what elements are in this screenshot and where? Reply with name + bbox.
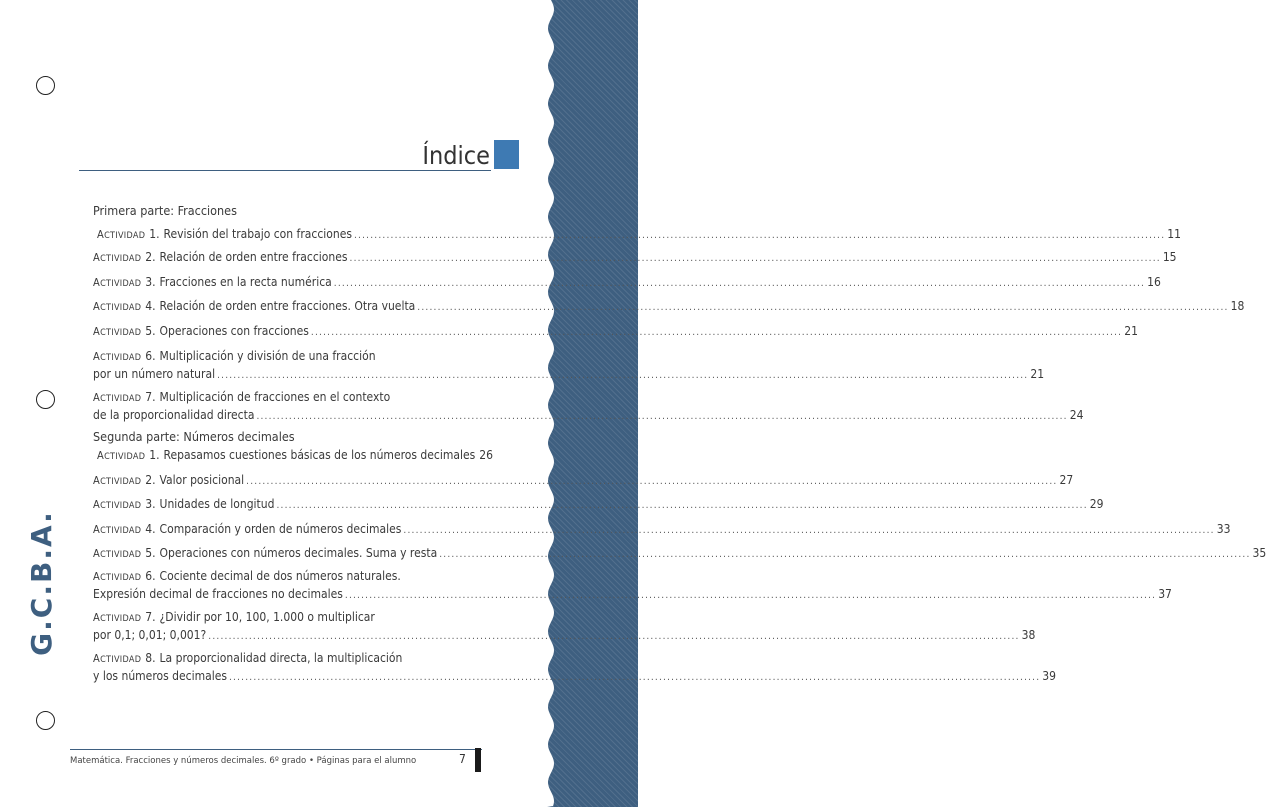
activity-title: y los números decimales bbox=[93, 669, 227, 683]
activity-title: Fracciones en la recta numérica bbox=[159, 275, 332, 289]
activity-label-rest: CTIVIDAD bbox=[100, 655, 142, 665]
activity-title: Operaciones con números decimales. Suma y resta bbox=[159, 546, 438, 560]
leader-dots: ........................................................................................................................................................................................................ bbox=[246, 476, 1058, 487]
toc-entry bbox=[93, 471, 1074, 489]
page-title: Índice bbox=[422, 141, 490, 170]
activity-number: 4. bbox=[145, 299, 156, 313]
page-number: 38 bbox=[1021, 628, 1036, 642]
activity-label bbox=[93, 323, 141, 342]
activity-label-initial: A bbox=[93, 652, 101, 665]
activity-label-rest: CTIVIDAD bbox=[104, 452, 146, 462]
activity-title: por un número natural bbox=[93, 367, 216, 381]
leader-dots: ........................................................................................................................................................................................................ bbox=[439, 549, 1251, 560]
toc-entry bbox=[97, 446, 493, 464]
leader-dots: ........................................................................................................................................................................................................ bbox=[333, 278, 1146, 289]
page-number: 11 bbox=[1167, 227, 1182, 241]
activity-title: Unidades de longitud bbox=[159, 497, 275, 511]
page-number: 15 bbox=[1162, 250, 1177, 264]
toc-line bbox=[93, 273, 1161, 291]
activity-title: Multiplicación de fracciones en el contexto bbox=[159, 390, 391, 404]
activity-title: Cociente decimal de dos números naturales. bbox=[159, 569, 401, 583]
page-number: 27 bbox=[1059, 473, 1074, 487]
leader-dots: ........................................................................................................................................................................................................ bbox=[229, 672, 1041, 683]
toc-entry bbox=[97, 225, 1182, 243]
toc-line bbox=[93, 322, 1138, 340]
activity-label bbox=[93, 521, 141, 540]
activity-label-initial: A bbox=[93, 547, 101, 560]
page-number: 37 bbox=[1158, 587, 1172, 601]
toc-entry bbox=[93, 347, 1045, 383]
toc-line bbox=[93, 406, 1084, 424]
part-heading: Primera parte: Fracciones bbox=[93, 203, 237, 218]
activity-number: 6. bbox=[145, 569, 156, 583]
footer-text: Matemática. Fracciones y números decimales. 6º grado • Páginas para el alumno bbox=[70, 756, 417, 766]
leader-dots: ........................................................................................................................................................................................................ bbox=[417, 302, 1229, 313]
toc-line bbox=[97, 446, 493, 464]
page-number: 24 bbox=[1069, 408, 1084, 422]
activity-title: Relación de orden entre fracciones. Otra vuelta bbox=[159, 299, 416, 313]
activity-title: por 0,1; 0,01; 0,001? bbox=[93, 628, 207, 642]
activity-title: Multiplicación y división de una fracción bbox=[159, 349, 376, 363]
activity-label-rest: CTIVIDAD bbox=[100, 394, 142, 404]
activity-label bbox=[93, 545, 141, 564]
binder-hole bbox=[36, 390, 55, 409]
toc-entry bbox=[93, 608, 1036, 644]
activity-label-rest: CTIVIDAD bbox=[100, 614, 142, 624]
activity-label-rest: CTIVIDAD bbox=[100, 279, 142, 289]
activity-title: Relación de orden entre fracciones bbox=[159, 250, 348, 264]
activity-label-initial: A bbox=[93, 276, 101, 289]
toc-entry bbox=[93, 544, 1266, 562]
binder-hole bbox=[36, 76, 55, 95]
activity-number: 1. bbox=[149, 448, 160, 462]
activity-label-rest: CTIVIDAD bbox=[100, 477, 142, 487]
activity-label-rest: CTIVIDAD bbox=[100, 550, 142, 560]
activity-number: 3. bbox=[145, 275, 156, 289]
activity-number: 1. bbox=[149, 227, 160, 241]
activity-title: Valor posicional bbox=[159, 473, 245, 487]
toc-line bbox=[93, 388, 481, 406]
toc-line bbox=[93, 297, 1245, 315]
toc-entry bbox=[93, 388, 1084, 424]
activity-number: 5. bbox=[145, 546, 156, 560]
page-number: 29 bbox=[1089, 497, 1104, 511]
activity-label-rest: CTIVIDAD bbox=[100, 303, 142, 313]
activity-label-rest: CTIVIDAD bbox=[100, 254, 142, 264]
toc-line bbox=[97, 225, 1182, 243]
activity-label-initial: A bbox=[93, 300, 101, 313]
toc-line bbox=[93, 347, 481, 365]
leader-dots: ........................................................................................................................................................................................................ bbox=[256, 411, 1068, 422]
activity-number: 2. bbox=[145, 250, 156, 264]
activity-title: ¿Dividir por 10, 100, 1.000 o multiplicar bbox=[159, 610, 375, 624]
activity-label-rest: CTIVIDAD bbox=[100, 353, 142, 363]
page-number: 35 bbox=[1252, 546, 1266, 560]
activity-label bbox=[93, 298, 141, 317]
activity-title: Revisión del trabajo con fracciones bbox=[163, 227, 352, 241]
activity-label-initial: A bbox=[93, 251, 101, 264]
toc-entry bbox=[93, 297, 1245, 315]
activity-label bbox=[93, 249, 141, 268]
title-accent-square bbox=[494, 140, 519, 169]
footer-page-number: 7 bbox=[459, 752, 466, 766]
gcba-vertical-label: G.C.B.A. bbox=[25, 510, 58, 656]
activity-label-initial: A bbox=[93, 611, 101, 624]
activity-label-initial: A bbox=[93, 570, 101, 583]
activity-label-rest: CTIVIDAD bbox=[100, 573, 142, 583]
toc-entry bbox=[93, 322, 1138, 340]
activity-label-initial: A bbox=[93, 391, 101, 404]
activity-number: 2. bbox=[145, 473, 156, 487]
toc-line bbox=[93, 520, 1231, 538]
activity-label-initial: A bbox=[97, 228, 105, 241]
activity-number: 7. bbox=[145, 390, 156, 404]
page-number: 26 bbox=[479, 448, 493, 462]
toc-line bbox=[93, 365, 1045, 383]
activity-title: de la proporcionalidad directa bbox=[93, 408, 255, 422]
footer-rule bbox=[70, 749, 482, 750]
toc-line bbox=[93, 667, 1057, 685]
activity-label-initial: A bbox=[93, 474, 101, 487]
toc-line bbox=[93, 585, 1172, 603]
activity-label bbox=[97, 226, 145, 245]
toc-line bbox=[93, 544, 1266, 562]
toc-line bbox=[93, 567, 481, 585]
toc-entry bbox=[93, 567, 1172, 603]
activity-label-rest: CTIVIDAD bbox=[100, 526, 142, 536]
activity-number: 4. bbox=[145, 522, 156, 536]
part-heading: Segunda parte: Números decimales bbox=[93, 429, 295, 444]
toc-line bbox=[93, 626, 1036, 644]
leader-dots: ........................................................................................................................................................................................................ bbox=[217, 370, 1029, 381]
activity-title: Comparación y orden de números decimales bbox=[159, 522, 402, 536]
activity-label-initial: A bbox=[97, 449, 105, 462]
page-number: 21 bbox=[1030, 367, 1045, 381]
title-underline bbox=[79, 170, 491, 171]
activity-title: La proporcionalidad directa, la multiplicación bbox=[159, 651, 403, 665]
toc-line bbox=[93, 649, 481, 667]
activity-number: 8. bbox=[145, 651, 156, 665]
leader-dots: ........................................................................................................................................................................................................ bbox=[208, 631, 1020, 642]
activity-label bbox=[93, 274, 141, 293]
toc-entry bbox=[93, 248, 1177, 266]
toc-entry bbox=[93, 273, 1161, 291]
leader-dots: ........................................................................................................................................................................................................ bbox=[403, 525, 1215, 536]
toc-entry bbox=[93, 495, 1104, 513]
leader-dots: ........................................................................................................................................................................................................ bbox=[344, 590, 1157, 601]
activity-title: Operaciones con fracciones bbox=[159, 324, 309, 338]
page-number: 33 bbox=[1216, 522, 1231, 536]
activity-label-initial: A bbox=[93, 498, 101, 511]
page-number: 39 bbox=[1042, 669, 1057, 683]
activity-title: Expresión decimal de fracciones no decimales bbox=[93, 587, 343, 601]
toc-line bbox=[93, 495, 1104, 513]
page-number: 18 bbox=[1230, 299, 1245, 313]
leader-dots: ........................................................................................................................................................................................................ bbox=[354, 230, 1166, 241]
leader-dots: ........................................................................................................................................................................................................ bbox=[349, 253, 1161, 264]
activity-label bbox=[93, 472, 141, 491]
page-number: 21 bbox=[1124, 324, 1138, 338]
toc-line bbox=[93, 248, 1177, 266]
activity-label-initial: A bbox=[93, 523, 101, 536]
activity-label-rest: CTIVIDAD bbox=[100, 501, 142, 511]
leader-dots: ........................................................................................................................................................................................................ bbox=[310, 327, 1123, 338]
activity-label-initial: A bbox=[93, 350, 101, 363]
toc-line bbox=[93, 471, 1074, 489]
activity-number: 3. bbox=[145, 497, 156, 511]
activity-title: Repasamos cuestiones básicas de los números decimales bbox=[163, 448, 476, 462]
toc-line bbox=[93, 608, 481, 626]
activity-label-initial: A bbox=[93, 325, 101, 338]
binder-hole bbox=[36, 711, 55, 730]
activity-number: 7. bbox=[145, 610, 156, 624]
toc-entry bbox=[93, 520, 1231, 538]
toc-entry bbox=[93, 649, 1057, 685]
activity-label-rest: CTIVIDAD bbox=[104, 231, 146, 241]
footer-bar bbox=[475, 748, 481, 772]
activity-label bbox=[97, 447, 145, 466]
activity-number: 5. bbox=[145, 324, 156, 338]
activity-label bbox=[93, 496, 141, 515]
activity-number: 6. bbox=[145, 349, 156, 363]
leader-dots: ........................................................................................................................................................................................................ bbox=[276, 500, 1088, 511]
activity-label-rest: CTIVIDAD bbox=[100, 328, 142, 338]
page-number: 16 bbox=[1147, 275, 1161, 289]
